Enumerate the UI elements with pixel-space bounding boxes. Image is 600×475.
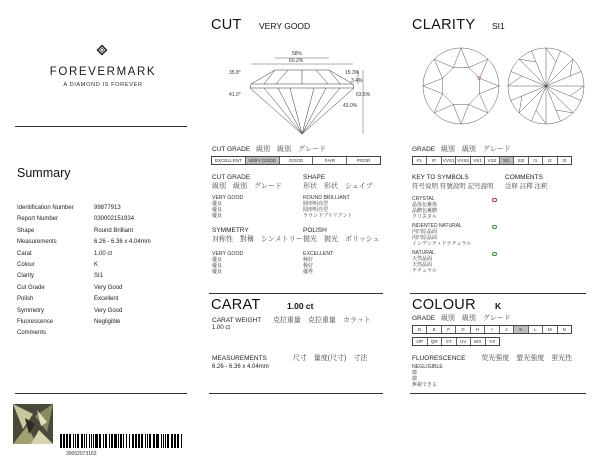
symbol-entry	[412, 250, 502, 274]
summary-row-label: Identification Number	[17, 205, 74, 211]
scale-cell: GOOD	[280, 157, 314, 164]
value-line: 優良	[212, 213, 223, 219]
summary-row-value: Very Good	[94, 307, 123, 314]
barcode-bar	[81, 434, 83, 448]
clarity-plot-crown	[421, 46, 501, 126]
barcode-bar	[99, 434, 101, 448]
scale-cell: IF	[427, 157, 441, 164]
barcode	[60, 434, 185, 448]
carat-weight-value: 1.00 ct	[212, 325, 231, 331]
scale-cell: J	[500, 326, 514, 333]
barcode-bar	[114, 434, 116, 448]
barcode-number: 30002073163	[66, 451, 97, 457]
divider	[15, 126, 187, 127]
barcode-bar	[147, 434, 148, 448]
barcode-bar	[132, 434, 134, 448]
scale-cell: I1	[529, 157, 543, 164]
carat-weight-jp: 克拉重量 克拉重量 カラット	[272, 317, 371, 324]
barcode-bar	[138, 434, 140, 448]
barcode-bar	[135, 434, 137, 448]
colour-title: COLOUR	[412, 297, 476, 313]
barcode-bar	[77, 434, 79, 448]
value-line: 圆形明亮型	[303, 207, 329, 213]
fluorescence-heading: FLUORESCENCE	[412, 355, 466, 362]
polish-heading: POLISH	[303, 227, 327, 234]
scale-cell: EXCELLENT	[212, 157, 246, 164]
symbol-translation: 天然晶面	[412, 262, 433, 268]
barcode-bar	[181, 434, 183, 448]
summary-row-value: 1.00 ct	[94, 250, 113, 257]
summary-row-label: Cut Grade	[17, 284, 45, 291]
fluorescence-jp: 荧光强度 螢光強度 蛍光性	[481, 355, 573, 362]
barcode-bar	[141, 434, 143, 448]
scale-cell: SI1	[500, 157, 514, 164]
value-line: ROUND BRILLIANT	[303, 195, 350, 201]
cut-crown-diameter: 60.2%	[289, 58, 304, 64]
barcode-bar	[156, 434, 157, 448]
fluorescence-values	[412, 364, 443, 388]
scale-cell: L	[529, 326, 543, 333]
scale-cell: N	[562, 327, 566, 332]
cut-grade-values	[212, 195, 243, 219]
scale-cell: K	[514, 326, 528, 333]
scale-cell: VVS2	[457, 158, 469, 163]
summary-row-label: Symmetry	[17, 307, 44, 314]
scale-cell: WX	[471, 338, 486, 345]
colour-value: K	[495, 301, 502, 311]
summary-row-value: 99877913	[94, 205, 121, 211]
colour-grade-label: GRADE	[412, 315, 436, 322]
key-to-symbols-list	[412, 196, 502, 277]
symbol-entry	[412, 196, 502, 220]
cut-pavilion-depth: 63.5%	[356, 92, 371, 98]
barcode-bar	[161, 434, 162, 448]
colour-grade-scale-2	[412, 337, 500, 346]
cut-total-depth: 43.0%	[343, 103, 358, 109]
shape-values	[303, 195, 352, 219]
scale-cell: ST	[442, 338, 457, 345]
scale-cell: OP	[413, 338, 428, 345]
scale-cell: I3	[562, 158, 567, 163]
value-line: 優良	[212, 207, 223, 213]
scale-cell: VS2	[485, 157, 499, 164]
summary-row-label: Clarity	[17, 273, 35, 280]
value-line: VERY GOOD	[212, 195, 244, 201]
value-line: NEGLIGIBLE	[412, 364, 443, 370]
symbols-jp: 符号说明 符號說明 記号説明	[412, 183, 494, 190]
scale-cell: POOR	[356, 158, 371, 163]
symbol-entry	[412, 223, 502, 247]
summary-row-value: Excellent	[94, 296, 119, 303]
symbol-translation: 天然晶面	[412, 256, 433, 262]
barcode-bar	[171, 434, 173, 448]
measurements-heading: MEASUREMENTS	[212, 355, 267, 362]
symbol-mark-icon	[492, 198, 497, 202]
clarity-grade-label-jp: 級別 級別 グレード	[440, 146, 511, 153]
cut-grade-jp: 級別 級別 グレード	[212, 183, 282, 190]
colour-grade-scale-1	[412, 325, 572, 334]
clarity-plot-pavilion	[506, 46, 586, 126]
summary-row-value: Negligible	[94, 319, 121, 325]
brand-tagline: A DIAMOND IS FOREVER	[63, 82, 143, 88]
symbol-mark-icon	[492, 252, 497, 256]
barcode-bar	[174, 434, 176, 448]
divider	[15, 393, 187, 394]
summary-row-label: Report Number	[17, 216, 59, 223]
colour-grade-label-jp: 級別 級別 グレード	[440, 315, 511, 322]
scale-cell: SI2	[514, 157, 528, 164]
barcode-bar	[145, 434, 146, 448]
divider	[209, 293, 383, 294]
barcode-bar	[75, 434, 76, 448]
summary-row-value: 030002151934	[94, 216, 135, 223]
summary-row-label: Comments	[17, 330, 47, 337]
summary-row-label: Colour	[17, 262, 35, 268]
symbol-name: INDENTED NATURAL	[412, 223, 462, 229]
summary-row-value: K	[94, 262, 99, 268]
summary-row-value: SI1	[94, 273, 104, 280]
barcode-bar	[63, 434, 65, 448]
value-line: 優良	[212, 263, 223, 269]
scale-cell: E	[427, 326, 441, 333]
barcode-bar	[69, 434, 71, 448]
clarity-grade-label: GRADE	[412, 146, 436, 153]
divider	[209, 393, 383, 394]
barcode-bar	[123, 434, 124, 448]
cut-value: VERY GOOD	[259, 21, 311, 31]
forevermark-logo-icon	[96, 44, 108, 56]
polish-values	[303, 251, 333, 275]
scale-cell: FAIR	[313, 157, 347, 164]
brand-name: FOREVERMARK	[49, 66, 157, 78]
clarity-title: CLARITY	[412, 17, 476, 33]
value-line: VERY GOOD	[212, 251, 244, 257]
value-line: 優良	[212, 257, 223, 263]
barcode-bar	[120, 434, 122, 448]
scale-cell: FL	[413, 157, 427, 164]
symbol-mark-icon	[492, 225, 497, 229]
barcode-bar	[60, 434, 62, 448]
barcode-bar	[89, 434, 90, 448]
barcode-bar	[91, 434, 92, 448]
scale-cell: VERY GOOD	[246, 157, 280, 164]
scale-cell: I	[485, 326, 499, 333]
summary-row-value: 6.26 - 6.36 x 4.04mm	[94, 239, 151, 246]
barcode-bar	[66, 434, 68, 448]
summary-row-value: Round Brilliant	[94, 227, 134, 234]
scale-cell: I2	[543, 157, 557, 164]
barcode-bar	[167, 434, 169, 448]
summary-row-label: Carat	[17, 250, 32, 257]
barcode-bar	[118, 434, 120, 448]
symbol-translation: 晶体包裹体	[412, 202, 438, 208]
divider	[410, 293, 586, 294]
symbol-translation: ナチュラル	[412, 268, 437, 274]
barcode-bar	[105, 434, 107, 448]
symbol-name: CRYSTAL	[412, 196, 435, 202]
scale-cell: QR	[428, 338, 443, 345]
barcode-bar	[177, 434, 179, 448]
value-line: 極好	[303, 257, 314, 263]
barcode-bar	[163, 434, 164, 448]
barcode-bar	[86, 434, 88, 448]
scale-cell: M	[543, 326, 557, 333]
scale-cell: D	[413, 326, 427, 333]
cut-grade-heading: CUT GRADE	[212, 174, 251, 181]
carat-weight-heading: CARAT WEIGHT	[212, 317, 262, 324]
scale-cell: VVS1	[442, 158, 455, 163]
summary-title: Summary	[17, 166, 71, 180]
scale-cell: H	[471, 326, 485, 333]
symmetry-values	[212, 251, 243, 275]
summary-row-value: Very Good	[94, 284, 123, 291]
cut-grade-label-jp: 級別 級別 グレード	[255, 146, 326, 153]
cut-grade-label	[212, 145, 326, 154]
summary-row-label: Measurements	[17, 239, 57, 246]
barcode-bar	[103, 434, 105, 448]
cut-grade-label-en: CUT GRADE	[212, 146, 251, 153]
comments-heading: COMMENTS	[505, 174, 543, 181]
scale-cell: YZ	[489, 339, 496, 344]
barcode-bar	[93, 434, 94, 448]
cut-girdle: 3.4%	[351, 78, 363, 84]
symbol-translation: 晶體包裹體	[412, 208, 438, 214]
symmetry-jp: 対称性 對稱 シンメトリー	[212, 236, 303, 243]
barcode-bar	[126, 434, 128, 448]
measurements-value: 6.26 - 6.36 x 4.04mm	[212, 364, 269, 370]
barcode-bar	[153, 434, 155, 448]
cut-crown-angle: 35.8°	[229, 70, 241, 76]
comments-jp: 注释 註釋 注釈	[505, 183, 548, 190]
cut-grade-scale	[211, 156, 381, 165]
cut-pavilion-angle: 41.0°	[229, 92, 241, 98]
barcode-bar	[73, 434, 74, 448]
symbol-name: NATURAL	[412, 250, 435, 256]
value-line: 极好	[303, 263, 314, 269]
symbol-translation: 內凹原晶面	[412, 235, 438, 241]
symbols-heading: KEY TO SYMBOLS	[412, 174, 469, 181]
barcode-bar	[165, 434, 166, 448]
barcode-bar	[157, 434, 159, 448]
scale-cell: UV	[457, 338, 472, 345]
scale-cell: G	[456, 326, 470, 333]
carat-title: CARAT	[211, 297, 261, 313]
barcode-bar	[95, 434, 97, 448]
cut-table-pct: 58%	[292, 51, 303, 57]
value-line: 微	[412, 376, 418, 382]
polish-jp: 拋光 拋光 ポリッシュ	[303, 236, 380, 243]
value-line: 優秀	[303, 269, 314, 275]
symmetry-heading: SYMMETRY	[212, 227, 249, 234]
cut-title: CUT	[211, 17, 242, 33]
symbol-translation: 内凹原晶面	[412, 229, 438, 235]
carat-value: 1.00 ct	[287, 301, 314, 311]
cut-crown-height: 15.3%	[345, 70, 360, 76]
scale-cell: VS1	[471, 157, 485, 164]
barcode-bar	[84, 434, 85, 448]
value-line: 無視できる	[412, 382, 438, 388]
value-line: ラウンドブリリアント	[303, 213, 353, 219]
scale-cell: F	[442, 326, 456, 333]
clarity-value: SI1	[492, 21, 505, 31]
symbol-translation: クリスタル	[412, 214, 437, 220]
summary-row-label: Fluorescence	[17, 319, 54, 325]
clarity-grade-scale	[412, 156, 572, 165]
measurements-jp: 尺寸 量度(尺寸) 寸法	[292, 355, 368, 362]
value-line: 優良	[212, 201, 223, 207]
barcode-bar	[109, 434, 111, 448]
value-line: 優良	[212, 269, 223, 275]
diamond-photo	[13, 404, 53, 444]
shape-heading: SHAPE	[303, 174, 326, 181]
value-line: 圓形明亮型	[303, 201, 329, 207]
summary-row-label: Polish	[17, 296, 34, 303]
value-line: 微	[412, 370, 418, 376]
value-line: EXCELLENT	[303, 251, 334, 257]
barcode-bar	[149, 434, 151, 448]
summary-row-label: Shape	[17, 227, 35, 234]
barcode-bar	[129, 434, 131, 448]
divider	[410, 393, 586, 394]
barcode-bar	[111, 434, 113, 448]
symbol-translation: インデンティドナチュラル	[412, 241, 472, 247]
shape-jp: 形状 形状 シェイプ	[303, 183, 373, 190]
